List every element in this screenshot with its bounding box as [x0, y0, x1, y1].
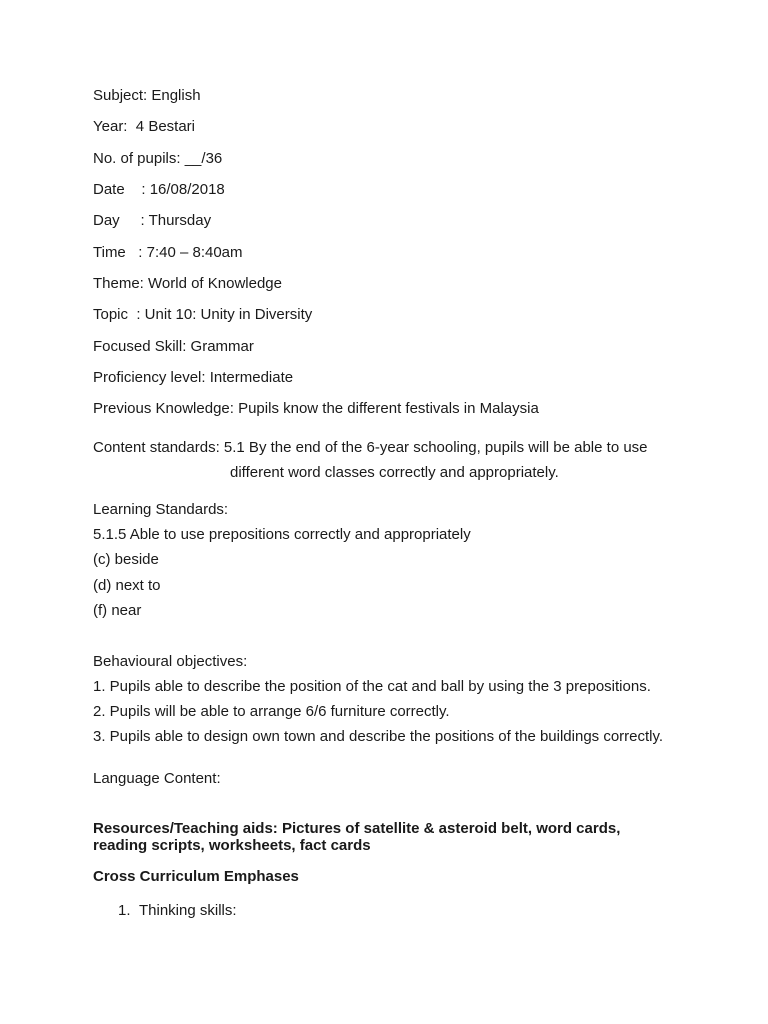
language-content-heading: Language Content:	[93, 770, 221, 787]
learning-standard-item: (c) beside	[93, 551, 159, 568]
behavioural-objective-item: 3. Pupils able to design own town and describe the positions of the buildings correctly.	[93, 728, 664, 745]
behavioural-objectives-heading: Behavioural objectives:	[93, 653, 248, 670]
cross-curriculum-heading: Cross Curriculum Emphases	[93, 868, 299, 885]
date-line: Date : 16/08/2018	[93, 181, 225, 198]
pupils-line: No. of pupils: __/36	[93, 150, 223, 167]
day-line: Day : Thursday	[93, 212, 212, 229]
resources-line-2: reading scripts, worksheets, fact cards	[93, 837, 371, 854]
theme-line: Theme: World of Knowledge	[93, 275, 282, 292]
content-standards-line-2: different word classes correctly and appropriately.	[230, 464, 559, 481]
behavioural-objective-item: 1. Pupils able to describe the position of the cat and ball by using the 3 prepositions.	[93, 678, 651, 695]
learning-standard-main: 5.1.5 Able to use prepositions correctly and appropriately	[93, 526, 471, 543]
content-standards-line-1: Content standards: 5.1 By the end of the 6-year schooling, pupils will be able to use	[93, 439, 648, 456]
time-line: Time : 7:40 – 8:40am	[93, 244, 243, 261]
topic-line: Topic : Unit 10: Unity in Diversity	[93, 306, 313, 323]
proficiency-line: Proficiency level: Intermediate	[93, 369, 294, 386]
behavioural-objective-item: 2. Pupils will be able to arrange 6/6 furniture correctly.	[93, 703, 450, 720]
subject-line: Subject: English	[93, 87, 201, 104]
year-line: Year: 4 Bestari	[93, 118, 196, 135]
learning-standard-item: (f) near	[93, 602, 142, 619]
previous-knowledge-line: Previous Knowledge: Pupils know the different festivals in Malaysia	[93, 400, 539, 417]
learning-standard-item: (d) next to	[93, 577, 161, 594]
learning-standards-heading: Learning Standards:	[93, 501, 229, 518]
resources-line-1: Resources/Teaching aids: Pictures of satellite & asteroid belt, word cards,	[93, 820, 621, 837]
cross-curriculum-item-number: 1.	[118, 902, 131, 919]
cross-curriculum-item-label: Thinking skills:	[139, 902, 237, 919]
focused-skill-line: Focused Skill: Grammar	[93, 338, 254, 355]
